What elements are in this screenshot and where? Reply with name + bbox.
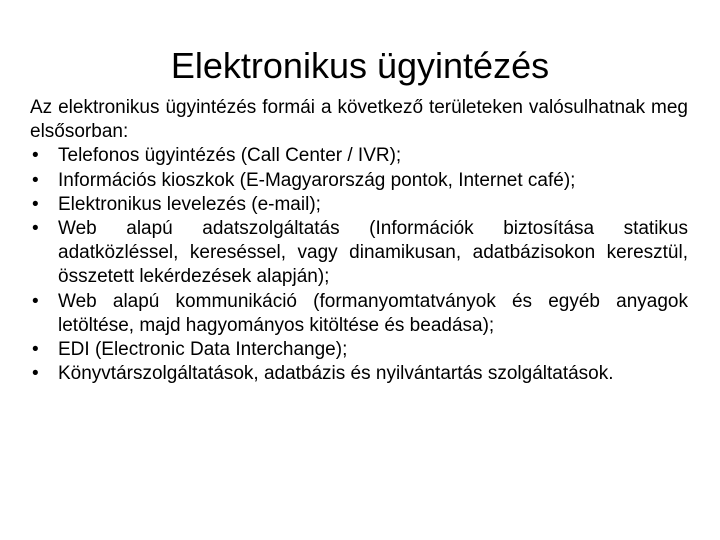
bullet-icon: • xyxy=(32,169,39,191)
bullet-icon: • xyxy=(32,290,39,312)
bullet-item-telephone xyxy=(30,144,688,168)
bullet-list xyxy=(30,144,688,386)
bullet-icon: • xyxy=(32,339,39,361)
bullet-text: Web alapú adatszolgáltatás (Információk biztosítása statikus adatközléssel, kereséssel, vagy dinamikusan, adatbázisokon keresztül, összetett lekérdezések alapján); xyxy=(58,218,688,288)
slide-title: Elektronikus ügyintézés xyxy=(170,45,550,86)
bullet-item-web-data xyxy=(30,217,688,290)
bullet-item-library-services xyxy=(30,362,688,386)
bullet-text: Elektronikus levelezés (e-mail); xyxy=(58,193,321,215)
bullet-icon: • xyxy=(32,218,39,240)
bullet-item-kiosks xyxy=(30,169,688,193)
bullet-icon: • xyxy=(32,193,39,215)
bullet-item-edi xyxy=(30,338,688,362)
intro-paragraph: Az elektronikus ügyintézés formái a következő területeken valósulhatnak meg elsősorban: xyxy=(30,97,688,143)
bullet-text: Információs kioszkok (E-Magyarország pontok, Internet café); xyxy=(58,169,576,191)
bullet-text: Könyvtárszolgáltatások, adatbázis és nyilvántartás szolgáltatások. xyxy=(58,363,614,385)
bullet-icon: • xyxy=(32,145,39,167)
bullet-text: EDI (Electronic Data Interchange); xyxy=(58,339,348,361)
bullet-text: Web alapú kommunikáció (formanyomtatványok és egyéb anyagok letöltése, majd hagyományos kitöltése és beadása); xyxy=(58,290,688,336)
bullet-icon: • xyxy=(32,363,39,385)
bullet-item-web-communication xyxy=(30,290,688,338)
slide-body xyxy=(30,96,688,386)
bullet-text: Telefonos ügyintézés (Call Center / IVR); xyxy=(58,145,402,167)
bullet-item-email xyxy=(30,193,688,217)
